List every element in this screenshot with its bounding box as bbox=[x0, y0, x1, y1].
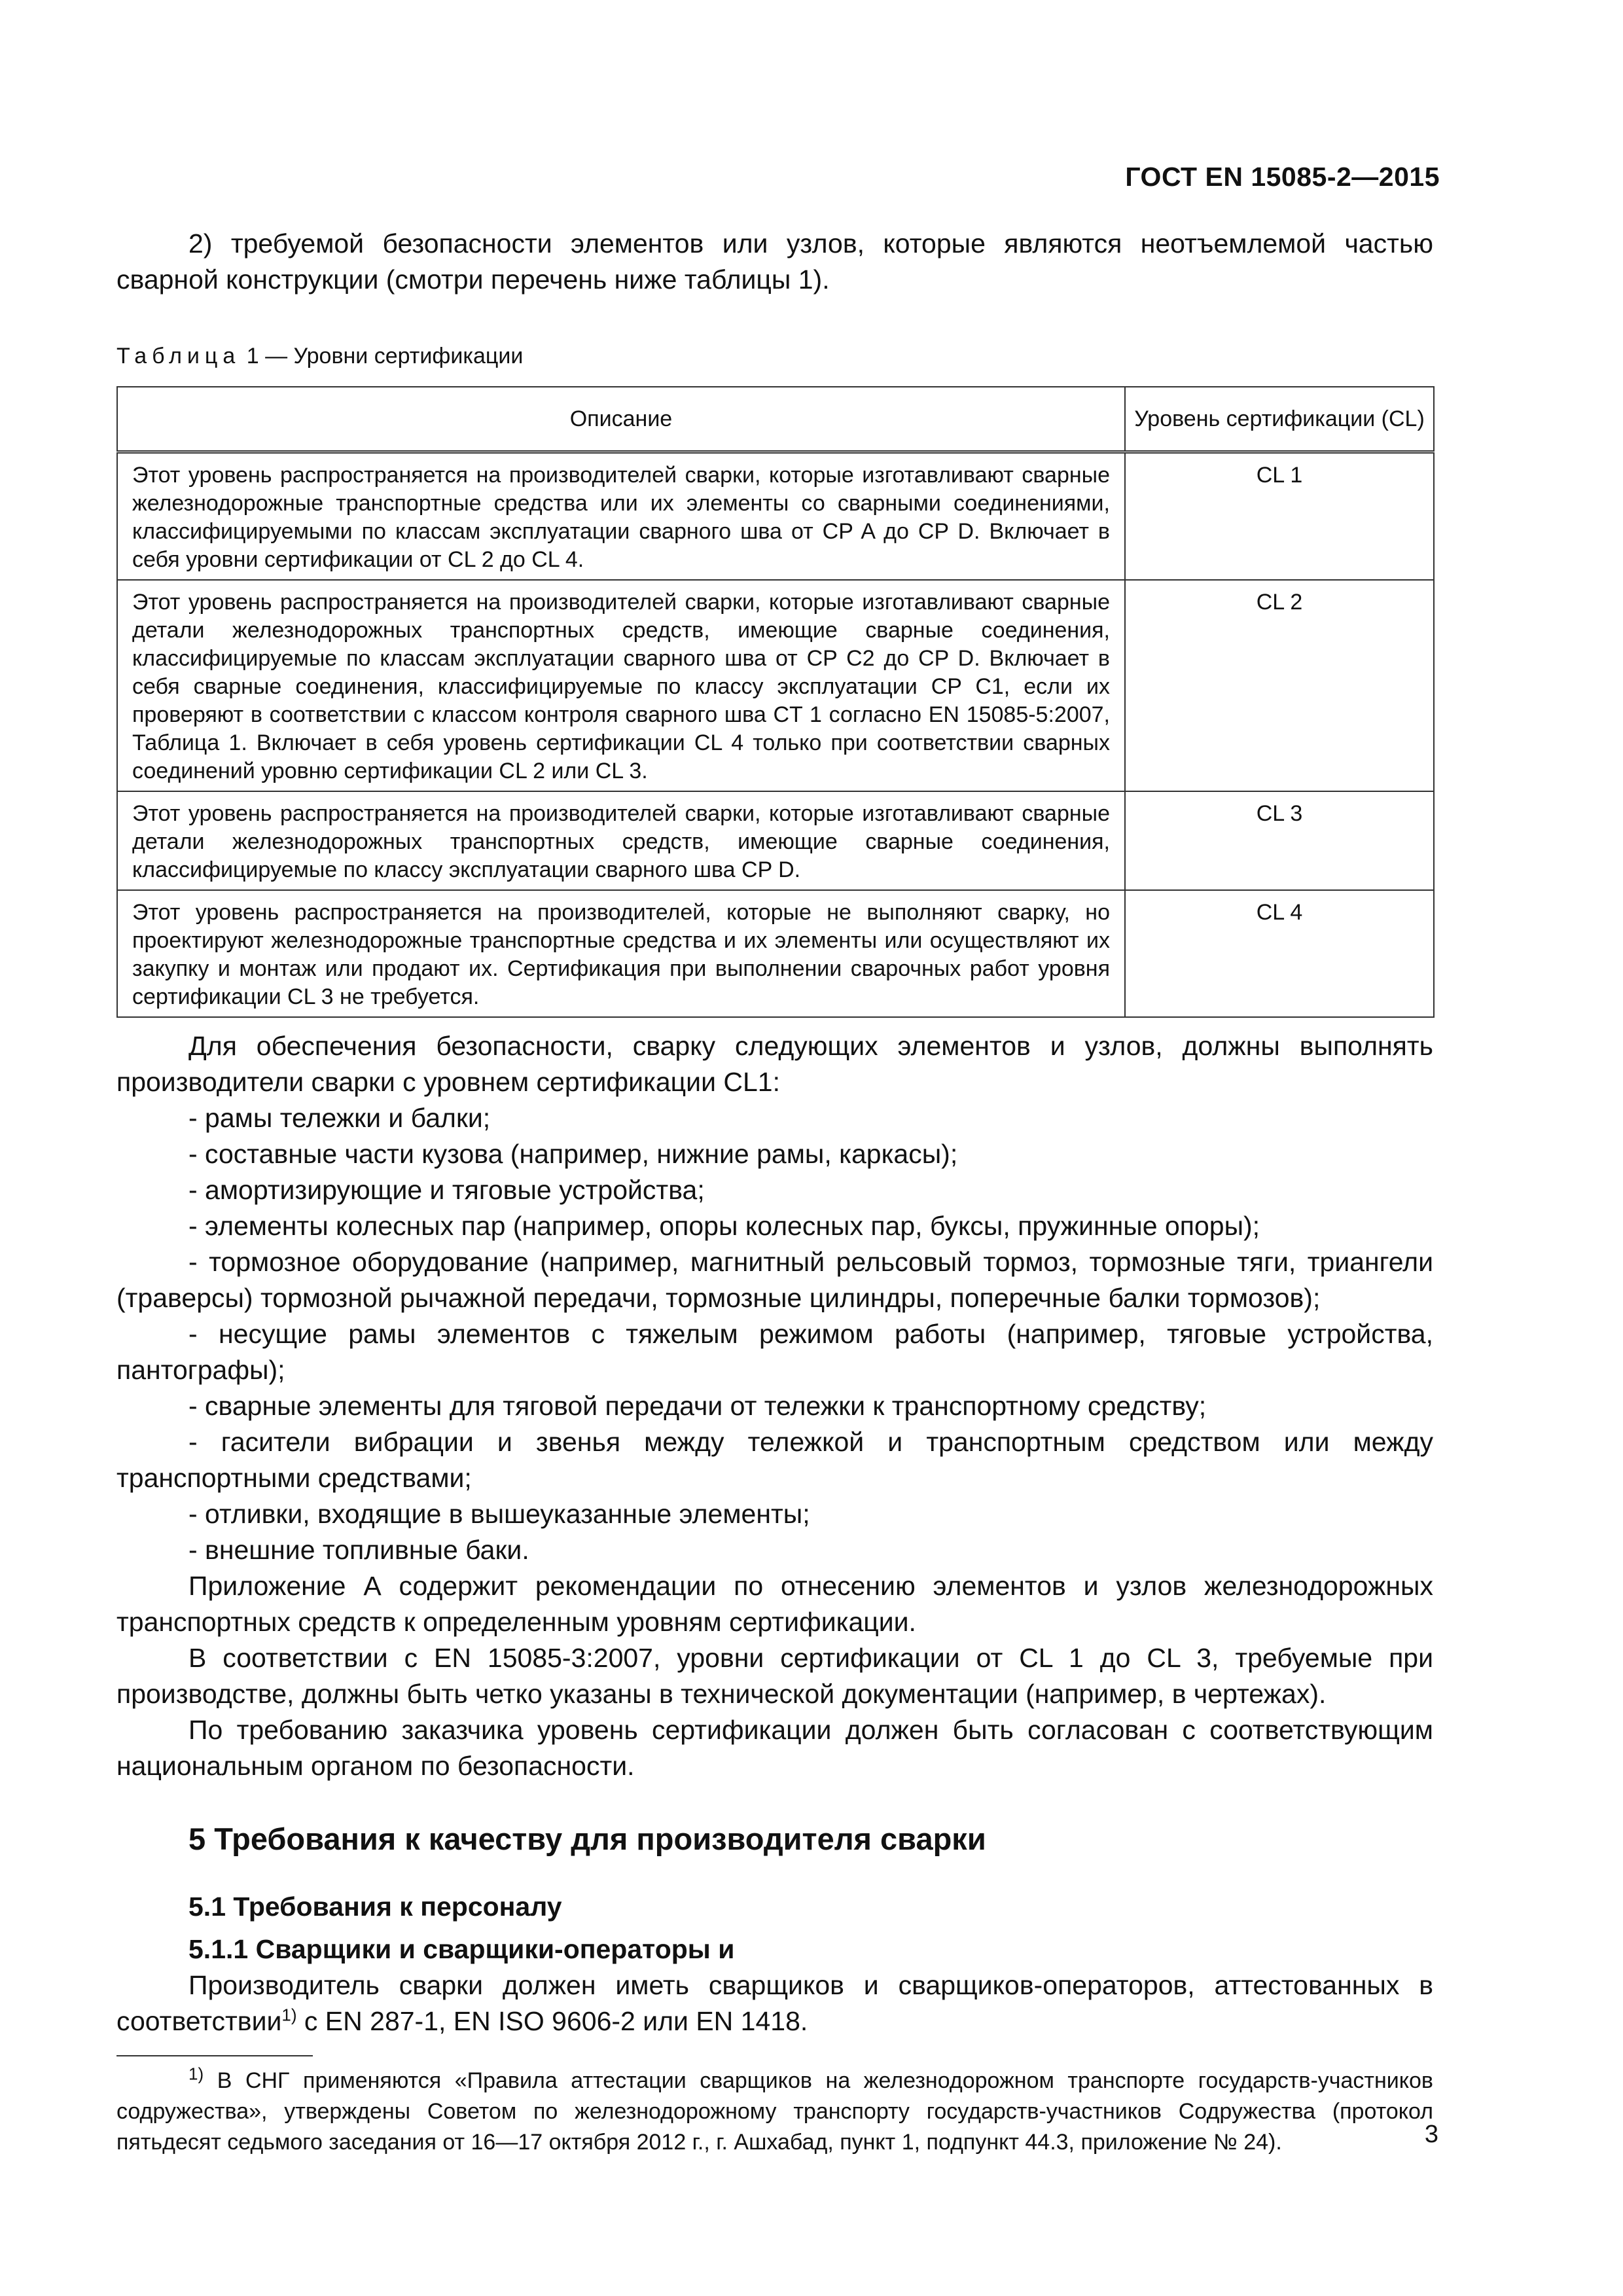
table-cell-level: CL 1 bbox=[1125, 452, 1434, 581]
table-cell-level: CL 2 bbox=[1125, 580, 1434, 791]
welders-text-end: с EN 287-1, EN ISO 9606-2 или EN 1418. bbox=[296, 2006, 808, 2036]
list-item: - гасители вибрации и звенья между тележкой и транспортным средством или между транспортными средствами; bbox=[116, 1427, 1433, 1493]
table-row bbox=[117, 791, 1434, 890]
cl1-intro-paragraph: Для обеспечения безопасности, сварку следующих элементов и узлов, должны выполнять производители сварки с уровнем сертификации CL1: bbox=[116, 1031, 1433, 1097]
cl1-element-list bbox=[116, 1100, 1433, 1568]
table-row bbox=[117, 452, 1434, 581]
welders-text: Производитель сварки должен иметь сварщиков и сварщиков-операторов, аттестованных в соответствии bbox=[116, 1970, 1433, 2036]
list-item: - элементы колесных пар (например, опоры колесных пар, буксы, пружинные опоры); bbox=[188, 1211, 1260, 1241]
intro-paragraph: 2) требуемой безопасности элементов или узлов, которые являются неотъемлемой частью сварной конструкции (смотри перечень ниже таблицы 1). bbox=[116, 228, 1433, 295]
document-code: ГОСТ EN 15085-2—2015 bbox=[1125, 162, 1440, 192]
customer-requirement-paragraph: По требованию заказчика уровень сертификации должен быть согласован с соответствующим национальным органом по безопасности. bbox=[116, 1715, 1433, 1781]
section-5-heading: 5 Требования к качеству для производителя сварки bbox=[188, 1821, 986, 1856]
certification-levels-table bbox=[116, 386, 1435, 1018]
section-5-1-1-heading: 5.1.1 Сварщики и сварщики-операторы и bbox=[188, 1934, 735, 1964]
footnote-reference[interactable]: 1) bbox=[281, 2005, 297, 2025]
table-header-row bbox=[117, 387, 1434, 452]
welders-paragraph bbox=[116, 1967, 1433, 2039]
table-cell-description: Этот уровень распространяется на производителей сварки, которые изготавливают сварные детали железнодорожных транспортных средств, имеющие сварные соединения, классифицируемые по классам эксплуатации сварного шва от CP C2 до CP D. Включает в себя сварные соединения, классифицируемые по классу эксплуатации CP C1, если их проверяют в соответствии с классом контроля сварного шва CT 1 согласно EN 15085-5:2007, Таблица 1. Включает в себя уровень сертификации CL 4 только при соответствии сварных соединений уровню сертификации CL 2 или CL 3. bbox=[117, 580, 1125, 791]
footnote-marker: 1) bbox=[188, 2064, 204, 2084]
table-caption bbox=[116, 338, 1433, 374]
table-cell-level: CL 3 bbox=[1125, 791, 1434, 890]
column-header-level: Уровень сертификации (CL) bbox=[1125, 387, 1434, 452]
column-header-description: Описание bbox=[117, 387, 1125, 452]
page-content bbox=[116, 226, 1433, 2158]
list-item: - рамы тележки и балки; bbox=[188, 1103, 491, 1133]
list-item: - отливки, входящие в вышеуказанные элементы; bbox=[188, 1499, 810, 1529]
en15085-3-paragraph: В соответствии с EN 15085-3:2007, уровни сертификации от CL 1 до CL 3, требуемые при производстве, должны быть четко указаны в технической документации (например, в чертежах). bbox=[116, 1643, 1433, 1709]
list-item: - составные части кузова (например, нижние рамы, каркасы); bbox=[188, 1139, 958, 1169]
table-cell-level: CL 4 bbox=[1125, 890, 1434, 1017]
list-item: - сварные элементы для тяговой передачи от тележки к транспортному средству; bbox=[188, 1391, 1207, 1421]
footnote-text: В СНГ применяются «Правила аттестации сварщиков на железнодорожном транспорте государств-участников содружества», утверждены Советом по железнодорожному транспорту государств-участников Содружества (протокол пятьдесят седьмого заседания от 16—17 октября 2012 г., г. Ашхабад, пункт 1, подпункт 44.3, приложение № 24). bbox=[116, 2068, 1433, 2155]
list-item: - амортизирующие и тяговые устройства; bbox=[188, 1175, 705, 1205]
footnote-divider bbox=[116, 2055, 313, 2056]
table-row bbox=[117, 580, 1434, 791]
table-caption-title: 1 — Уровни сертификации bbox=[240, 344, 524, 368]
list-item: - внешние топливные баки. bbox=[188, 1535, 529, 1565]
table-cell-description: Этот уровень распространяется на производителей сварки, которые изготавливают сварные детали железнодорожных транспортных средств, имеющие сварные соединения, классифицируемые по классу эксплуатации сварного шва CP D. bbox=[117, 791, 1125, 890]
table-cell-description: Этот уровень распространяется на производителей, которые не выполняют сварку, но проектируют железнодорожные транспортные средства и их элементы или осуществляют их закупку и монтаж или продают их. Сертификация при выполнении сварочных работ уровня сертификации CL 3 не требуется. bbox=[117, 890, 1125, 1017]
table-caption-label: Таблица bbox=[116, 344, 241, 368]
list-item: - несущие рамы элементов с тяжелым режимом работы (например, тяговые устройства, пантографы); bbox=[116, 1319, 1433, 1385]
annex-a-paragraph: Приложение А содержит рекомендации по отнесению элементов и узлов железнодорожных транспортных средств к определенным уровням сертификации. bbox=[116, 1571, 1433, 1637]
section-5-1-heading: 5.1 Требования к персоналу bbox=[188, 1892, 562, 1922]
list-item: - тормозное оборудование (например, магнитный рельсовый тормоз, тормозные тяги, триангели (траверсы) тормозной рычажной передачи, тормозные цилиндры, поперечные балки тормозов); bbox=[116, 1247, 1433, 1313]
table-row bbox=[117, 890, 1434, 1017]
table-cell-description: Этот уровень распространяется на производителей сварки, которые изготавливают сварные железнодорожные транспортные средства или их элементы со сварными соединениями, классифицируемыми по классам эксплуатации сварного шва от CP A до CP D. Включает в себя уровни сертификации от CL 2 до CL 4. bbox=[117, 452, 1125, 581]
page-number: 3 bbox=[1424, 2121, 1438, 2148]
footnote bbox=[116, 2066, 1433, 2158]
